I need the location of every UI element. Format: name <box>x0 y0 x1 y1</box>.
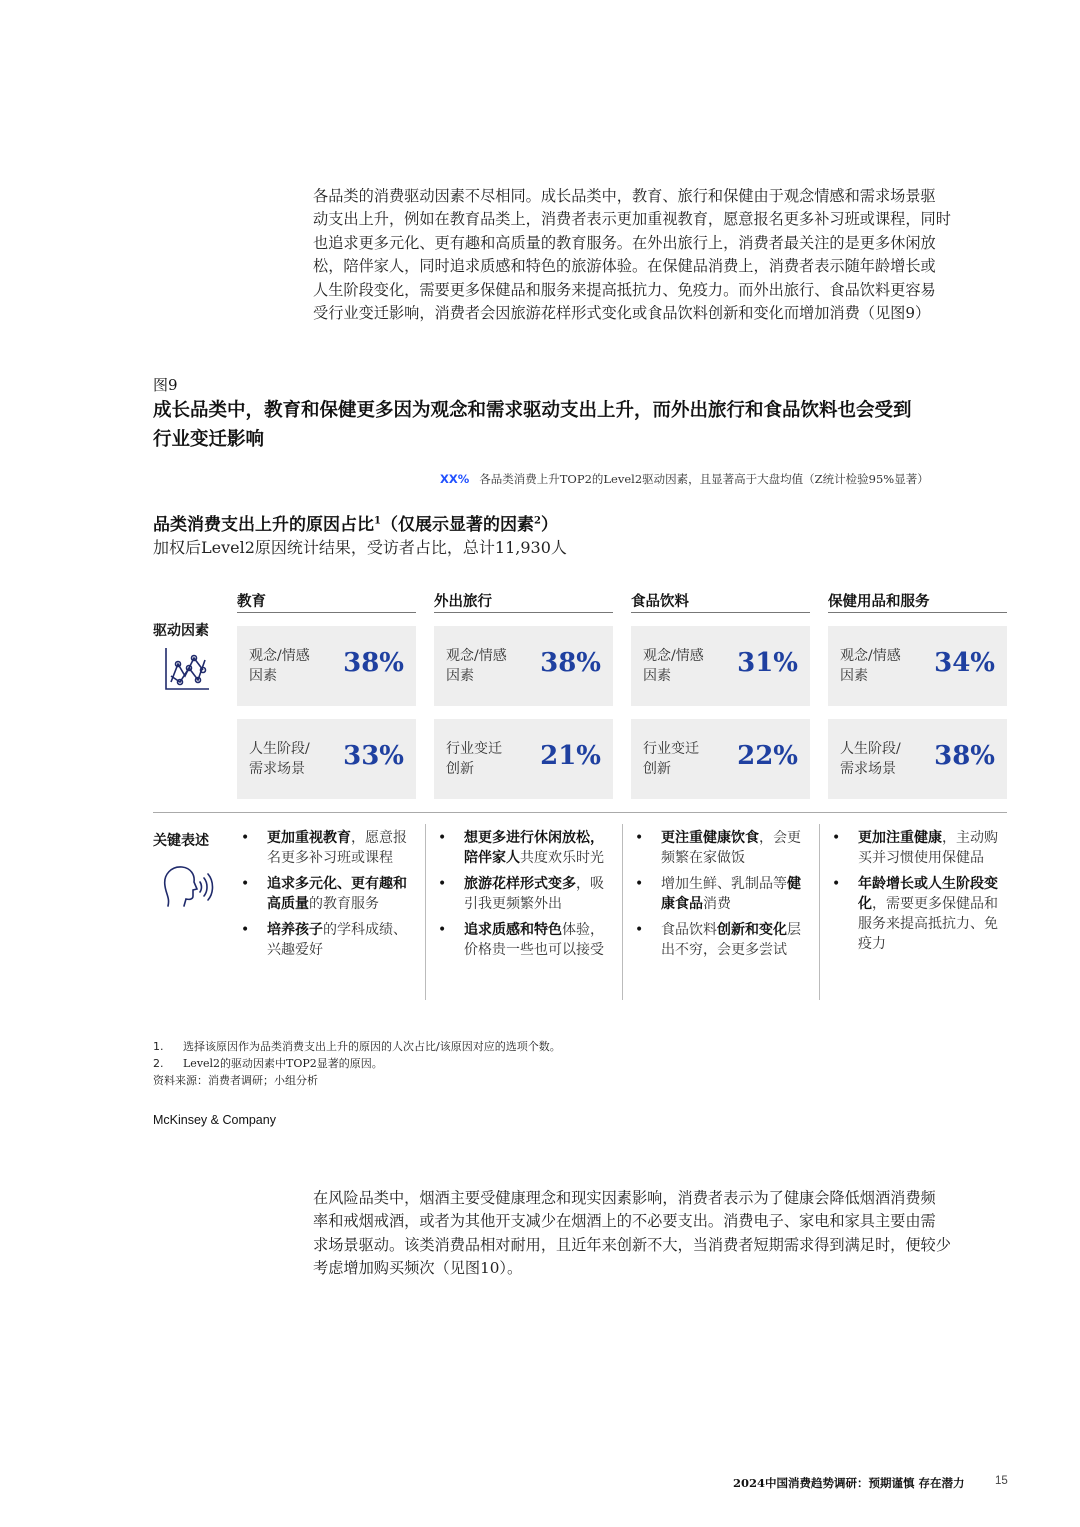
quotes-education <box>237 828 407 966</box>
quote-emphasis: 更加重视教育 <box>267 830 351 846</box>
footnote-ref-1: 1 <box>374 515 381 527</box>
quote-item <box>828 874 998 954</box>
factor-label: 因素 <box>249 668 277 684</box>
factor-label: 需求场景 <box>249 761 305 777</box>
brand-name: McKinsey & Company <box>153 1113 276 1127</box>
quote-text: 共度欢乐时光 <box>520 850 604 866</box>
footnote <box>153 1055 561 1072</box>
outro-paragraph <box>313 1187 1013 1281</box>
column-divider <box>819 824 820 1000</box>
row-label-drivers: 驱动因素 <box>153 623 209 639</box>
intro-line: 各品类的消费驱动因素不尽相同。成长品类中，教育、旅行和保健由于观念情感和需求场景驱 <box>313 187 936 205</box>
factor-label: 观念/情感 <box>249 648 310 664</box>
significance-legend <box>440 471 929 487</box>
quote-emphasis: 年龄增长或人生阶段变化 <box>858 876 998 912</box>
quote-emphasis: 创新和变化 <box>717 922 787 938</box>
factor-label: 观念/情感 <box>840 648 901 664</box>
column-header-health: 保健用品和服务 <box>828 593 930 610</box>
footnote-number: 1. <box>153 1040 164 1053</box>
quote-item <box>434 828 604 868</box>
quote-item <box>434 920 604 960</box>
quote-item <box>237 828 407 868</box>
intro-line: 人生阶段变化，需要更多保健品和服务来提高抵抗力、免疫力。而外出旅行、食品饮料更容易 <box>313 280 936 299</box>
chart-subtitle: 加权后Level2原因统计结果，受访者占比，总计11,930人 <box>153 538 567 557</box>
figure-label: 图9 <box>153 376 178 394</box>
factor-label: 观念/情感 <box>446 648 507 664</box>
intro-line: 也追求更多元化、更有趣和高质量的教育服务。在外出旅行上，消费者最关注的是更多休闲放 <box>313 233 936 252</box>
factor-label: 创新 <box>643 761 671 777</box>
factor-label: 因素 <box>840 668 868 684</box>
factor-card <box>828 719 1007 799</box>
quotes-travel <box>434 828 604 966</box>
factor-label: 因素 <box>643 668 671 684</box>
quote-text: ，需要更多保健品和服务来提高抵抗力、免疫力 <box>858 896 998 952</box>
quote-item <box>631 874 801 914</box>
factor-label: 人生阶段/ <box>249 741 310 757</box>
outro-line: 在风险品类中，烟酒主要受健康理念和现实因素影响，消费者表示为了健康会降低烟酒消费频 <box>313 1189 936 1207</box>
quote-item <box>237 874 407 914</box>
intro-line: 动支出上升，例如在教育品类上，消费者表示更加重视教育，愿意报名更多补习班或课程，同时 <box>313 210 951 229</box>
quote-text: 体验，价格贵一些也可以接受 <box>464 922 604 958</box>
footnote-ref-2: 2 <box>533 515 541 527</box>
quote-text: 层出不穷，会更多尝试 <box>661 922 801 958</box>
factor-value: 38% <box>343 648 404 678</box>
quote-emphasis: 追求质感和特色 <box>464 922 562 938</box>
column-divider <box>425 824 426 1000</box>
quote-text: 食品饮料 <box>661 922 717 938</box>
column-divider <box>622 824 623 1000</box>
factor-card <box>631 719 810 799</box>
figure-title <box>153 396 1023 454</box>
factor-label: 观念/情感 <box>643 648 704 664</box>
factor-card <box>237 719 416 799</box>
intro-line: 受行业变迁影响，消费者会因旅游花样形式变化或食品饮料创新和变化而增加消费（见图9） <box>313 304 931 323</box>
factor-card <box>631 626 810 706</box>
factor-value: 38% <box>540 648 601 678</box>
figure-title-line: 行业变迁影响 <box>153 429 265 450</box>
column-header-travel: 外出旅行 <box>434 593 492 610</box>
legend-mark: XX% <box>440 472 470 486</box>
outro-line: 求场景驱动。该类消费品相对耐用，且近年来创新不大，当消费者短期需求得到满足时，便较少 <box>313 1235 951 1254</box>
figure-title-line: 成长品类中，教育和保健更多因为观念和需求驱动支出上升，而外出旅行和食品饮料也会受到 <box>153 400 912 421</box>
page-footer: 2024中国消费趋势调研：预期谨慎 存在潜力 <box>733 1476 965 1490</box>
chart-title-close: ） <box>540 515 558 535</box>
quote-emphasis: 想更多进行休闲放松，陪伴家人 <box>464 830 604 866</box>
factor-value: 38% <box>934 741 995 771</box>
footnote-text: 选择该原因作为品类消费支出上升的原因的人次占比/该原因对应的选项个数。 <box>183 1040 561 1053</box>
footnote-text: Level2的驱动因素中TOP2显著的原因。 <box>183 1057 383 1070</box>
quote-text: ，愿意报名更多补习班或课程 <box>267 830 407 866</box>
outro-line: 率和戒烟戒酒，或者为其他开支减少在烟酒上的不必要支出。消费电子、家电和家具主要由需 <box>313 1212 936 1231</box>
factor-card <box>828 626 1007 706</box>
factor-label: 行业变迁 <box>643 741 699 757</box>
row-label-quotes: 关键表述 <box>153 833 209 849</box>
source-note: 资料来源：消费者调研；小组分析 <box>153 1074 318 1087</box>
intro-line: 松，陪伴家人，同时追求质感和特色的旅游体验。在保健品消费上，消费者表示随年龄增长或 <box>313 257 936 276</box>
factor-value: 31% <box>737 648 798 678</box>
factor-label: 人生阶段/ <box>840 741 901 757</box>
quote-text: 消费 <box>703 896 731 912</box>
quote-emphasis: 追求多元化、更有趣和高质量 <box>267 876 407 912</box>
network-chart-icon <box>163 646 211 696</box>
footnotes <box>153 1038 561 1089</box>
chart-title <box>153 510 558 535</box>
quote-text: 的学科成绩、兴趣爱好 <box>267 922 407 958</box>
quote-emphasis: 培养孩子 <box>267 922 323 938</box>
quote-text: ，主动购买并习惯使用保健品 <box>858 830 998 866</box>
quotes-health <box>828 828 998 960</box>
quote-item <box>828 828 998 868</box>
section-divider <box>153 812 1007 813</box>
factor-label: 需求场景 <box>840 761 896 777</box>
quote-emphasis: 旅游花样形式变多 <box>464 876 576 892</box>
quote-item <box>237 920 407 960</box>
quote-emphasis: 健康食品 <box>661 876 801 912</box>
quote-item <box>631 920 801 960</box>
factor-card <box>434 626 613 706</box>
factor-value: 21% <box>540 741 601 771</box>
footnote-number: 2. <box>153 1057 164 1070</box>
quote-emphasis: 更注重健康饮食 <box>661 830 759 846</box>
factor-value: 33% <box>343 741 404 771</box>
quote-text: 的教育服务 <box>309 896 379 912</box>
quote-text: ，会更频繁在家做饭 <box>661 830 801 866</box>
column-header-education: 教育 <box>237 593 266 610</box>
column-rule <box>631 612 810 613</box>
page-number: 15 <box>995 1475 1008 1487</box>
chart-title-paren: （仅展示显著的因素 <box>380 515 534 535</box>
quote-item <box>434 874 604 914</box>
quote-item <box>631 828 801 868</box>
factor-label: 因素 <box>446 668 474 684</box>
intro-paragraph <box>313 185 1013 325</box>
column-rule <box>434 612 613 613</box>
speaking-head-icon <box>160 862 214 914</box>
quote-text: 增加生鲜、乳制品等 <box>661 876 787 892</box>
quotes-food <box>631 828 801 966</box>
column-rule <box>828 612 1007 613</box>
quote-emphasis: 更加注重健康 <box>858 830 942 846</box>
legend-text: 各品类消费上升TOP2的Level2驱动因素，且显著高于大盘均值（Z统计检验95%显著） <box>479 472 929 486</box>
outro-line: 考虑增加购买频次（见图10）。 <box>313 1259 523 1278</box>
column-rule <box>237 612 416 613</box>
factor-card <box>237 626 416 706</box>
quote-text: ，吸引我更频繁外出 <box>464 876 604 912</box>
factor-card <box>434 719 613 799</box>
factor-label: 创新 <box>446 761 474 777</box>
factor-value: 34% <box>934 648 995 678</box>
column-header-food: 食品饮料 <box>631 593 689 610</box>
factor-value: 22% <box>737 741 798 771</box>
chart-title-text: 品类消费支出上升的原因占比 <box>153 515 374 535</box>
footnote <box>153 1038 561 1055</box>
factor-label: 行业变迁 <box>446 741 502 757</box>
